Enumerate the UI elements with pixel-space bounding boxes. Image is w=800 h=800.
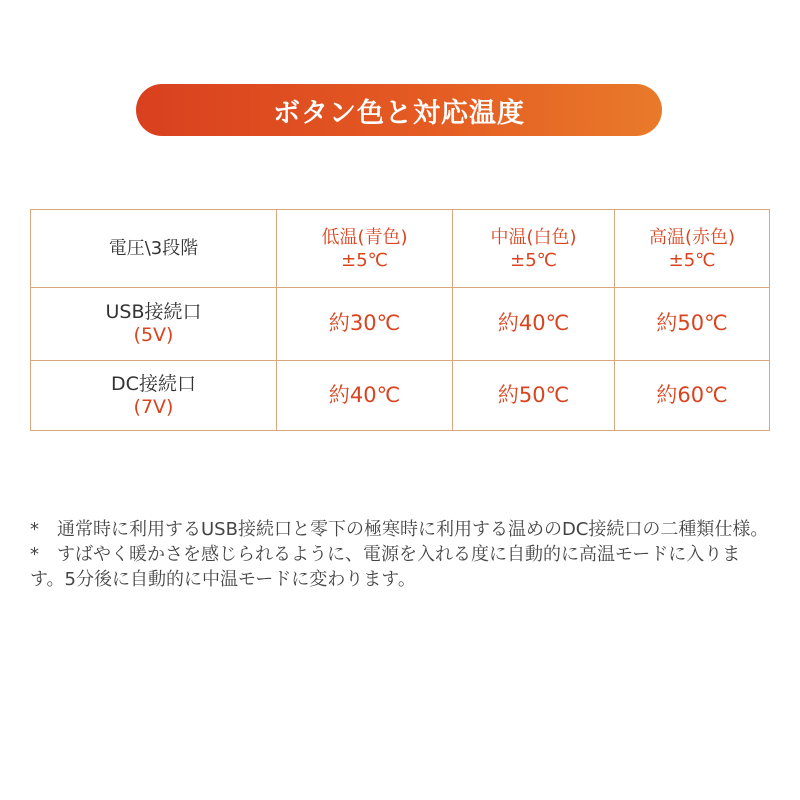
table-row-dc xyxy=(31,361,770,431)
temperature-table xyxy=(30,209,770,431)
column-header-name: 中温(白色) xyxy=(490,226,577,248)
table-cell xyxy=(615,288,770,361)
column-header-high xyxy=(615,210,770,288)
table-cell xyxy=(615,361,770,431)
column-header-low xyxy=(277,210,453,288)
column-header-name: 低温(青色) xyxy=(321,226,408,248)
table-cell xyxy=(453,361,615,431)
row-label: USB接続口 xyxy=(105,301,202,323)
temperature-value: 約40℃ xyxy=(497,311,570,335)
corner-label: 電圧\3段階 xyxy=(108,238,199,259)
note-item: * すばやく暖かさを感じられるように、電源を入れる度に自動的に高温モードに入ります。5分後に自動的に中温モードに変わります。 xyxy=(30,544,741,590)
temperature-value: 約60℃ xyxy=(656,382,728,407)
row-header-cell xyxy=(31,361,277,431)
table-row-usb xyxy=(31,288,770,361)
column-header-mid xyxy=(453,210,615,288)
column-header-tolerance: ±5℃ xyxy=(341,249,388,271)
page-title: ボタン色と対応温度 xyxy=(273,97,525,129)
row-header-cell xyxy=(31,288,277,361)
table-cell xyxy=(453,288,615,361)
temperature-value: 約50℃ xyxy=(656,311,728,335)
table-header-row xyxy=(31,210,770,288)
row-voltage: (5V) xyxy=(133,324,174,346)
temperature-value: 約50℃ xyxy=(497,382,570,407)
row-voltage: (7V) xyxy=(133,395,174,418)
temperature-value: 約30℃ xyxy=(328,311,401,335)
table-cell xyxy=(277,361,453,431)
corner-header-cell xyxy=(31,210,277,288)
column-header-name: 高温(赤色) xyxy=(648,226,736,248)
note-item: * 通常時に利用するUSB接続口と零下の極寒時に利用する温めのDC接続口の二種類仕様。 xyxy=(30,519,769,540)
title-banner xyxy=(136,84,662,136)
column-header-tolerance: ±5℃ xyxy=(668,249,716,271)
table-cell xyxy=(277,288,453,361)
notes-section xyxy=(30,517,772,592)
row-label: DC接続口 xyxy=(111,372,196,395)
column-header-tolerance: ±5℃ xyxy=(510,249,557,271)
temperature-value: 約40℃ xyxy=(328,382,401,407)
